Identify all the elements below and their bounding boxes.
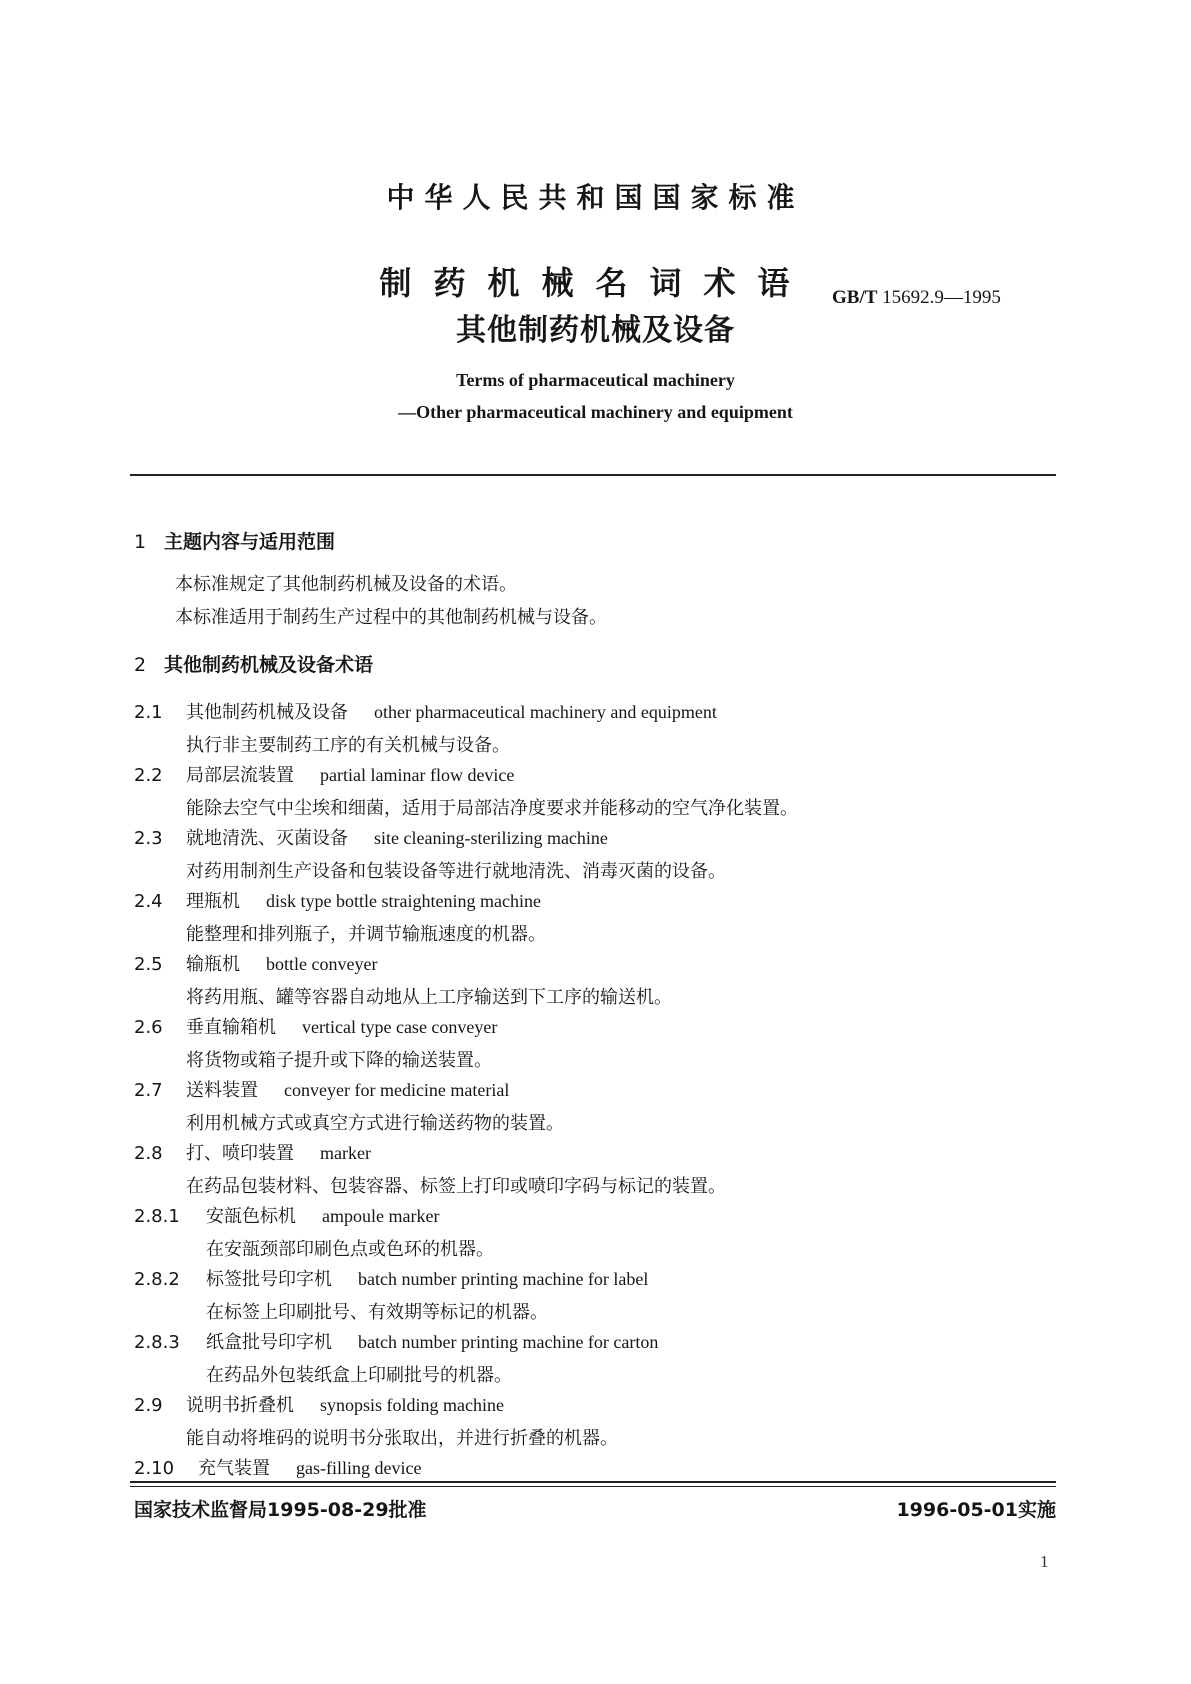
- term-cn: 垂直输箱机: [186, 1017, 276, 1038]
- standard-code-prefix: GB/T: [832, 287, 878, 308]
- term-en: disk type bottle straightening machine: [266, 891, 541, 911]
- term-en: batch number printing machine for carton: [358, 1332, 659, 1352]
- term-definition: 能整理和排列瓶子，并调节输瓶速度的机器。: [186, 924, 546, 945]
- term-cn: 就地清洗、灭菌设备: [186, 828, 348, 849]
- term-number: 2.5: [134, 954, 163, 975]
- term-entry: [134, 824, 608, 850]
- term-cn: 其他制药机械及设备: [186, 702, 348, 723]
- term-definition: 对药用制剂生产设备和包装设备等进行就地清洗、消毒灭菌的设备。: [186, 861, 726, 882]
- term-definition: 在标签上印刷批号、有效期等标记的机器。: [206, 1302, 548, 1323]
- term-entry: [134, 887, 541, 913]
- footer-divider-thin: [130, 1486, 1056, 1487]
- term-cn: 安瓿色标机: [206, 1206, 296, 1227]
- term-number: 2.1: [134, 702, 163, 723]
- english-title-line1: Terms of pharmaceutical machinery: [456, 370, 735, 390]
- term-cn: 打、喷印装置: [186, 1143, 294, 1164]
- term-cn: 充气装置: [198, 1458, 270, 1479]
- term-number: 2.7: [134, 1080, 163, 1101]
- term-number: 2.3: [134, 828, 163, 849]
- term-number: 2.8.3: [134, 1332, 180, 1353]
- term-cn: 局部层流装置: [186, 765, 294, 786]
- header-divider: [130, 474, 1056, 476]
- page-number: 1: [1040, 1552, 1049, 1571]
- term-entry: [134, 1076, 509, 1102]
- term-en: vertical type case conveyer: [302, 1017, 498, 1037]
- term-en: other pharmaceutical machinery and equipment: [374, 702, 717, 722]
- document-subtitle: 其他制药机械及设备: [456, 313, 735, 348]
- term-definition: 能除去空气中尘埃和细菌，适用于局部洁净度要求并能移动的空气净化装置。: [186, 798, 798, 819]
- term-cn: 送料装置: [186, 1080, 258, 1101]
- term-en: gas-filling device: [296, 1458, 422, 1478]
- term-entry: [134, 761, 514, 787]
- term-definition: 利用机械方式或真空方式进行输送药物的装置。: [186, 1113, 564, 1134]
- implementation-date: 1996-05-01实施: [896, 1499, 1056, 1521]
- footer-divider: [130, 1481, 1056, 1483]
- term-cn: 理瓶机: [186, 891, 240, 912]
- term-entry: [134, 1139, 371, 1165]
- term-en: batch number printing machine for label: [358, 1269, 649, 1289]
- term-number: 2.6: [134, 1017, 163, 1038]
- section-heading-1: [134, 527, 335, 554]
- term-entry: [134, 698, 717, 724]
- term-cn: 标签批号印字机: [206, 1269, 332, 1290]
- approval-date: 国家技术监督局1995-08-29批准: [134, 1499, 427, 1521]
- term-definition: 将药用瓶、罐等容器自动地从上工序输送到下工序的输送机。: [186, 987, 672, 1008]
- term-entry: [134, 1391, 504, 1417]
- section-number: 1: [134, 531, 147, 553]
- term-number: 2.8: [134, 1143, 163, 1164]
- paragraph: 本标准规定了其他制药机械及设备的术语。: [175, 574, 517, 595]
- term-en: marker: [320, 1143, 371, 1163]
- standard-code-number: 15692.9—1995: [882, 287, 1001, 308]
- term-definition: 将货物或箱子提升或下降的输送装置。: [186, 1050, 492, 1071]
- term-number: 2.10: [134, 1458, 175, 1479]
- term-entry: [134, 1328, 658, 1354]
- term-number: 2.4: [134, 891, 163, 912]
- section-title: 其他制药机械及设备术语: [164, 654, 374, 676]
- term-cn: 纸盒批号印字机: [206, 1332, 332, 1353]
- term-definition: 在安瓿颈部印刷色点或色环的机器。: [206, 1239, 494, 1260]
- term-number: 2.8.2: [134, 1269, 180, 1290]
- term-number: 2.8.1: [134, 1206, 180, 1227]
- section-number: 2: [134, 654, 147, 676]
- term-definition: 能自动将堆码的说明书分张取出，并进行折叠的机器。: [186, 1428, 618, 1449]
- term-en: bottle conveyer: [266, 954, 378, 974]
- term-en: site cleaning-sterilizing machine: [374, 828, 608, 848]
- english-title-line2: —Other pharmaceutical machinery and equipment: [398, 402, 793, 422]
- term-definition: 在药品外包装纸盒上印刷批号的机器。: [206, 1365, 512, 1386]
- term-en: ampoule marker: [322, 1206, 440, 1226]
- term-en: synopsis folding machine: [320, 1395, 504, 1415]
- term-entry: [134, 1454, 421, 1480]
- term-cn: 说明书折叠机: [186, 1395, 294, 1416]
- section-title: 主题内容与适用范围: [164, 531, 336, 553]
- document-title: 制药机械名词术语: [379, 264, 812, 302]
- section-heading-2: [134, 650, 373, 677]
- term-definition: 在药品包装材料、包装容器、标签上打印或喷印字码与标记的装置。: [186, 1176, 726, 1197]
- paragraph: 本标准适用于制药生产过程中的其他制药机械与设备。: [175, 607, 607, 628]
- term-definition: 执行非主要制药工序的有关机械与设备。: [186, 735, 510, 756]
- term-number: 2.2: [134, 765, 163, 786]
- term-entry: [134, 1013, 497, 1039]
- term-en: conveyer for medicine material: [284, 1080, 510, 1100]
- standard-code: [832, 287, 1001, 309]
- term-entry: [134, 1202, 439, 1228]
- term-entry: [134, 1265, 648, 1291]
- term-en: partial laminar flow device: [320, 765, 515, 785]
- national-standard-label: 中华人民共和国国家标准: [386, 181, 805, 214]
- term-cn: 输瓶机: [186, 954, 240, 975]
- term-number: 2.9: [134, 1395, 163, 1416]
- term-entry: [134, 950, 377, 976]
